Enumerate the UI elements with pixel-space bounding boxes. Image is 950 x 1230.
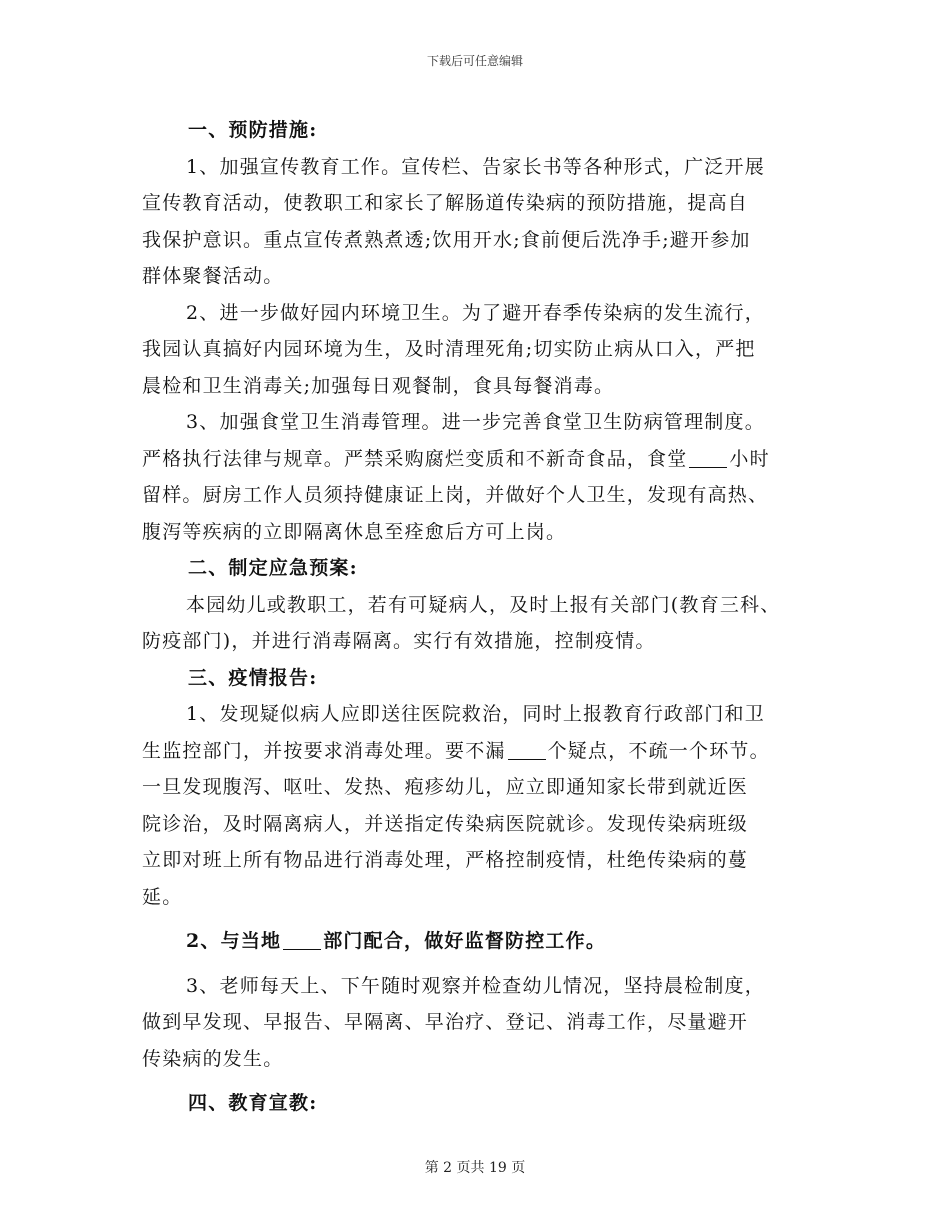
text-line: 晨检和卫生消毒关;加强每日观餐制，食具每餐消毒。 (142, 374, 615, 397)
text-line: 做到早发现、早报告、早隔离、早治疗、登记、消毒工作，尽量避开 (142, 1011, 749, 1033)
paragraph-emergency (142, 587, 822, 660)
section-heading-prevention: 一、预防措施: (188, 119, 318, 141)
text-line: 宣传教育活动，使教职工和家长了解肠道传染病的预防措施，提高自 (142, 192, 749, 214)
paragraph-environment (142, 295, 822, 405)
paragraph-publicity (142, 149, 822, 295)
text-line: 本园幼儿或教职工，若有可疑病人，及时上报有关部门(教育三科、 (186, 593, 781, 616)
fill-blank (508, 740, 546, 760)
text-segment: 严格执行法律与规章。严禁采购腐烂变质和不新奇食品，食堂 (142, 447, 688, 470)
text-line: 延。 (142, 885, 183, 908)
fill-blank (689, 448, 727, 468)
text-line: 院诊治，及时隔离病人，并送指定传染病医院就诊。发现传染病班级 (142, 812, 749, 835)
text-line: 1、加强宣传教育工作。宣传栏、告家长书等各种形式，广泛开展 (186, 155, 765, 178)
page-footer: 第 2 页共 19 页 (424, 1160, 526, 1176)
paragraph-teachers (142, 968, 822, 1078)
text-line (142, 441, 822, 478)
document-body (142, 112, 822, 1122)
text-line: 腹泻等疾病的立即隔离休息至痊愈后方可上岗。 (142, 520, 567, 543)
text-line: 我园认真搞好内园环境为生，及时清理死角;切实防止病从口入，严把 (142, 338, 756, 360)
text-segment: 小时 (729, 447, 770, 470)
text-line: 留样。厨房工作人员须持健康证上岗，并做好个人卫生，发现有高热、 (142, 484, 769, 506)
text-segment: 个疑点，不疏一个环节。 (547, 739, 770, 762)
text-segment: 部门配合，做好监督防控工作。 (323, 930, 607, 952)
section-heading-report: 三、疫情报告: (188, 666, 318, 689)
text-segment: 生监控部门，并按要求消毒处理。要不漏 (142, 739, 506, 762)
text-line: 一旦发现腹泻、呕吐、发热、疱疹幼儿，应立即通知家长带到就近医 (142, 776, 749, 798)
text-line: 3、老师每天上、下午随时观察并检查幼儿情况，坚持晨检制度， (186, 974, 765, 997)
text-line (142, 733, 822, 770)
text-line: 立即对班上所有物品进行消毒处理，严格控制疫情，杜绝传染病的蔓 (142, 849, 749, 871)
text-line: 1、发现疑似病人应即送往医院救治，同时上报教育行政部门和卫 (186, 703, 765, 725)
text-line: 3、加强食堂卫生消毒管理。进一步完善食堂卫生防病管理制度。 (186, 411, 765, 433)
page-header: 下载后可任意编辑 (426, 54, 523, 68)
text-line (142, 923, 822, 960)
fill-blank (283, 930, 321, 950)
text-line: 防疫部门)，并进行消毒隔离。实行有效措施，控制疫情。 (142, 630, 656, 652)
paragraph-report (142, 696, 822, 915)
paragraph-canteen (142, 404, 822, 550)
text-line: 传染病的发生。 (142, 1047, 284, 1070)
text-segment: 2、与当地 (186, 930, 282, 952)
text-line: 群体聚餐活动。 (142, 265, 284, 287)
text-line: 我保护意识。重点宣传煮熟煮透;饮用开水;食前便后洗净手;避开参加 (142, 228, 751, 251)
paragraph-cooperation (142, 923, 822, 960)
text-line: 2、进一步做好园内环境卫生。为了避开春季传染病的发生流行， (186, 301, 765, 324)
section-heading-education: 四、教育宣教: (188, 1092, 318, 1114)
section-heading-emergency-plan: 二、制定应急预案: (188, 557, 358, 579)
